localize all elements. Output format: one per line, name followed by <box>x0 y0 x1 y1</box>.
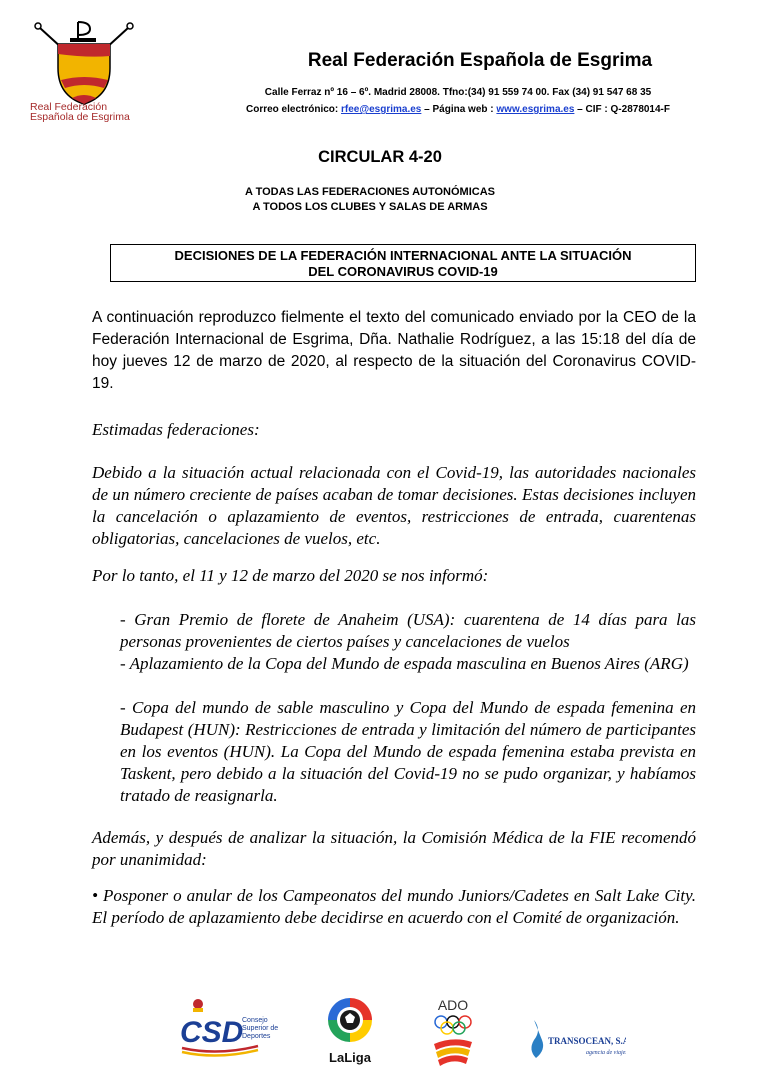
circular-title: CIRCULAR 4-20 <box>318 148 442 166</box>
web-link[interactable]: www.esgrima.es <box>496 104 575 115</box>
subject-line2: DEL CORONAVIRUS COVID-19 <box>308 264 498 279</box>
csd-sub2: Superior de <box>242 1025 279 1032</box>
csd-sub3: Deportes <box>242 1033 271 1040</box>
contact-line <box>178 104 738 115</box>
logo-caption <box>30 102 170 122</box>
laliga-logo-icon <box>322 996 378 1068</box>
paragraph-recommendation: • Posponer o anular de los Campeonatos del mundo Juniors/Cadetes en Salt Lake City. El período de aplazamiento debe decidirse en acuerdo con el Comité de organización. <box>92 886 696 927</box>
logo-caption-line2: Española de Esgrima <box>30 111 130 123</box>
csd-text: CSD <box>180 1016 244 1049</box>
ado-olympic-rings-icon <box>428 996 478 1068</box>
logo-caption-line1: Real Federación <box>30 101 108 113</box>
csd-sub1: Consejo <box>242 1017 268 1024</box>
transocean-sub: agencia de viajes <box>586 1050 626 1056</box>
paragraph-situation: Debido a la situación actual relacionada con el Covid-19, las autoridades nacionales de un número creciente de países acaban de tomar decisiones. Estas decisiones incluyen la cancelación o aplazamiento de eventos, restricciones de entrada, cuarentenas obligatorias, cancelaciones de vuelos, etc. <box>92 463 696 548</box>
web-label: – Página web : <box>421 104 497 115</box>
list-item: - Gran Premio de florete de Anaheim (USA): cuarentena de 14 días para las personas provenientes de ciertos países y cancelaciones de vuelos <box>120 610 696 651</box>
greeting: Estimadas federaciones: <box>92 420 260 439</box>
subject-box <box>110 244 696 282</box>
subject-line1: DECISIONES DE LA FEDERACIÓN INTERNACIONAL ANTE LA SITUACIÓN <box>174 248 632 263</box>
ado-text: ADO <box>437 997 469 1013</box>
paragraph-informed: Por lo tanto, el 11 y 12 de marzo del 2020 se nos informó: <box>92 566 489 585</box>
email-label: Correo electrónico: <box>245 104 342 115</box>
transocean-logo-icon <box>526 1014 626 1062</box>
recipients-line1: A TODAS LAS FEDERACIONES AUTONÓMICAS <box>245 186 495 198</box>
transocean-text: TRANSOCEAN, S.A. <box>548 1036 626 1046</box>
address-line: Calle Ferraz nº 16 – 6º. Madrid 28008. Tfno:(34) 91 559 74 00. Fax (34) 91 547 68 35 <box>264 87 652 98</box>
intro-paragraph: A continuación reproduzco fielmente el texto del comunicado enviado por la CEO de la Federación Internacional de Esgrima, Dña. Nathalie Rodríguez, a las 15:18 del día de hoy jueves 12 de marzo de 2020, al respecto de la situación del Coronavirus COVID-19. <box>92 309 696 392</box>
org-title: Real Federación Española de Esgrima <box>307 50 653 71</box>
list-item: - Aplazamiento de la Copa del Mundo de espada masculina en Buenos Aires (ARG) <box>120 654 689 673</box>
csd-logo-icon <box>178 996 288 1066</box>
paragraph-medical-commission: Además, y después de analizar la situación, la Comisión Médica de la FIE recomendó por unanimidad: <box>92 828 696 869</box>
email-link[interactable]: rfee@esgrima.es <box>341 104 422 115</box>
laliga-text: LaLiga <box>329 1050 371 1065</box>
list-item: - Copa del mundo de sable masculino y Copa del Mundo de espada femenina en Budapest (HUN): Restricciones de entrada y limitación del número de participantes en los eventos (HUN). La Copa del Mundo de espada femenina estaba prevista en Taskent, pero debido a la situación del Covid-19 no se pudo organizar, y habíamos tratado de reasignarla. <box>120 698 696 805</box>
cif-text: – CIF : Q-2878014-F <box>574 104 670 115</box>
recipients-line2: A TODOS LOS CLUBES Y SALAS DE ARMAS <box>252 201 488 213</box>
